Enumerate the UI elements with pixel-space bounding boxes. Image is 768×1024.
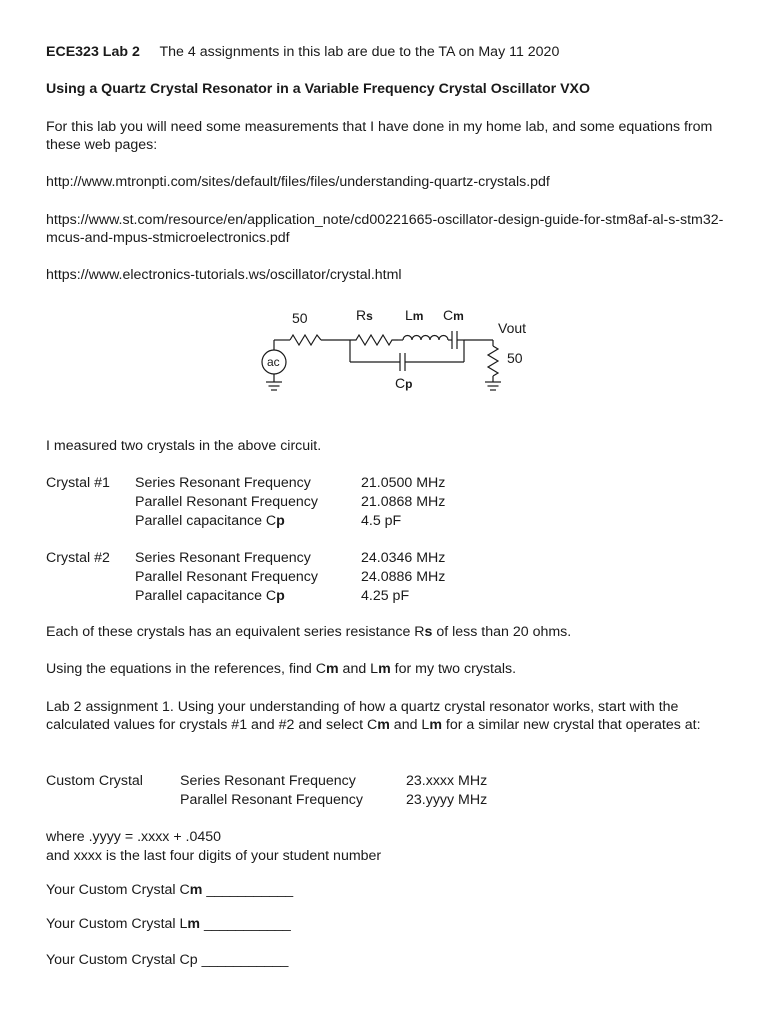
crystal2-cp-label: Parallel capacitance Cp (135, 588, 285, 604)
load-resistor (488, 346, 498, 376)
rs-resistor (350, 335, 398, 345)
r-source-label: 50 (292, 310, 308, 326)
crystal1-parallel-label: Parallel Resonant Frequency (135, 494, 318, 510)
link-mtronpti[interactable]: http://www.mtronpti.com/sites/default/files/files/understanding-quartz-crystals.pdf (46, 174, 550, 190)
assignment-text: Lab 2 assignment 1. Using your understanding of how a quartz crystal resonator works, start with the calculated values for crystals #1 and #2 and select Cm and Lm for a similar new crystal that operates at: (46, 699, 701, 733)
page-title: Using a Quartz Crystal Resonator in a Variable Frequency Crystal Oscillator VXO (46, 81, 591, 97)
crystal2-cp-value: 4.25 pF (361, 588, 410, 604)
crystal2-parallel-value: 24.0886 MHz (361, 569, 446, 585)
lm-inductor (403, 336, 448, 341)
vout-label: Vout (498, 320, 527, 336)
crystal-circuit-diagram (0, 302, 768, 412)
intro-paragraph: For this lab you will need some measurements that I have done in my home lab, and some equations from these web pages: (46, 119, 713, 153)
cp-capacitor (400, 353, 405, 371)
crystal1-cp-label: Parallel capacitance Cp (135, 513, 285, 529)
rs-label: Rs (356, 307, 373, 323)
ground-right-icon (485, 382, 501, 390)
crystal1-series-label: Series Resonant Frequency (135, 475, 311, 491)
r-load-label: 50 (507, 350, 523, 366)
crystal2-series-value: 24.0346 MHz (361, 550, 446, 566)
header-line (46, 43, 559, 61)
crystal1-parallel-value: 21.0868 MHz (361, 494, 446, 510)
link-electronics-tutorials[interactable]: https://www.electronics-tutorials.ws/oscillator/crystal.html (46, 267, 402, 283)
custom-name: Custom Crystal (46, 773, 143, 789)
answer-cp[interactable]: Your Custom Crystal Cp ___________ (46, 952, 289, 968)
find-text: Using the equations in the references, find Cm and Lm for my two crystals. (46, 661, 517, 677)
cm-capacitor (452, 331, 457, 349)
due-note: The 4 assignments in this lab are due to the TA on May 11 2020 (159, 44, 560, 60)
crystal1-name: Crystal #1 (46, 475, 110, 491)
source-label: ac (267, 355, 280, 369)
cp-label: Cp (395, 375, 413, 391)
custom-series-value: 23.xxxx MHz (406, 773, 488, 789)
measured-text: I measured two crystals in the above circuit. (46, 438, 322, 454)
link-st[interactable]: https://www.st.com/resource/en/application_note/cd00221665-oscillator-design-guide-for-stm8af-al-s-stm32-mcus-and-mpus-stmicroelectronics.pdf (46, 212, 724, 246)
crystal2-parallel-label: Parallel Resonant Frequency (135, 569, 318, 585)
source-resistor (290, 335, 321, 345)
esr-text: Each of these crystals has an equivalent series resistance Rs of less than 20 ohms. (46, 624, 572, 640)
custom-parallel-label: Parallel Resonant Frequency (180, 792, 363, 808)
ground-left-icon (266, 382, 282, 390)
cm-label: Cm (443, 307, 464, 323)
crystal2-name: Crystal #2 (46, 550, 110, 566)
answer-cm[interactable]: Your Custom Crystal Cm ___________ (46, 882, 294, 898)
crystal1-series-value: 21.0500 MHz (361, 475, 446, 491)
course-title: ECE323 Lab 2 (46, 44, 140, 60)
where-line-2: and xxxx is the last four digits of your student number (46, 848, 382, 864)
lm-label: Lm (405, 307, 424, 323)
crystal2-series-label: Series Resonant Frequency (135, 550, 311, 566)
custom-series-label: Series Resonant Frequency (180, 773, 356, 789)
where-line-1: where .yyyy = .xxxx + .0450 (46, 829, 222, 845)
answer-lm[interactable]: Your Custom Crystal Lm ___________ (46, 916, 291, 932)
custom-parallel-value: 23.yyyy MHz (406, 792, 488, 808)
crystal1-cp-value: 4.5 pF (361, 513, 402, 529)
